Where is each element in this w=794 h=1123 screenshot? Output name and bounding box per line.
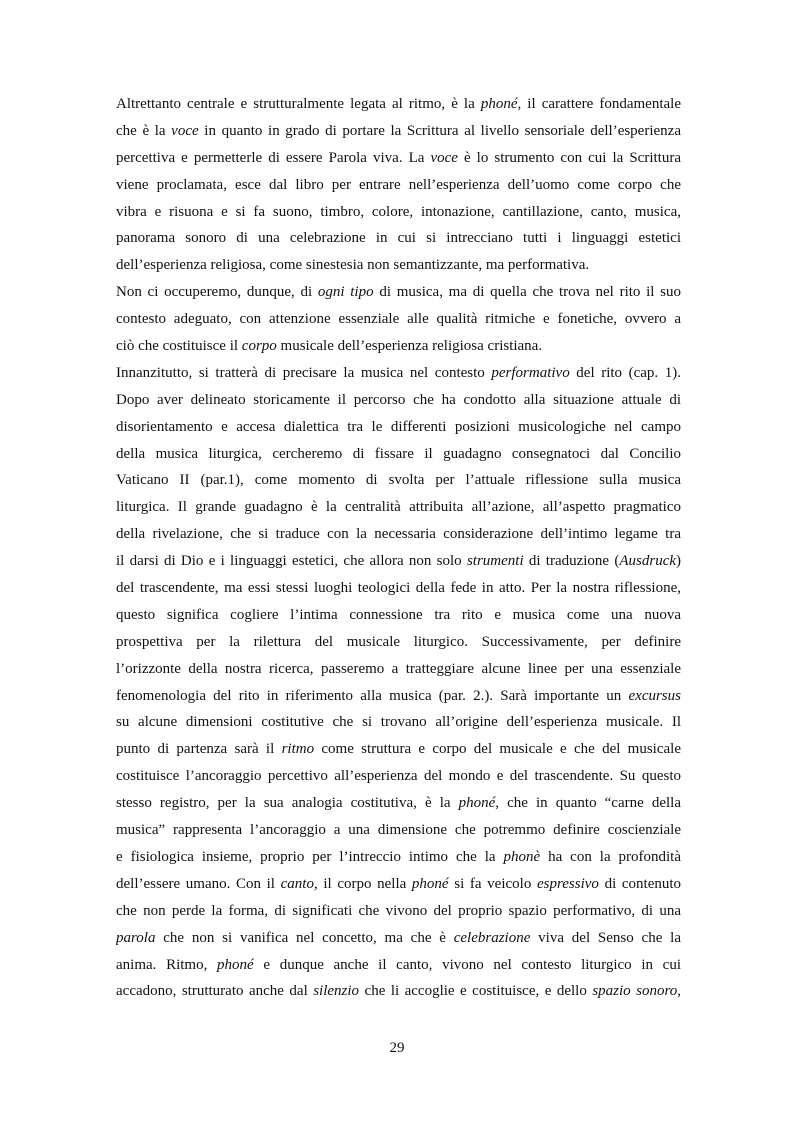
text-segment: stesso registro, per la sua analogia costitutiva, è la bbox=[116, 795, 459, 812]
text-line bbox=[116, 629, 681, 656]
italic-term: ritmo bbox=[281, 741, 315, 758]
text-segment: costituisce l’ancoraggio percettivo all’esperienza del mondo e del trascendente. Su questo bbox=[116, 768, 681, 785]
text-segment: Altrettanto centrale e strutturalmente legata al ritmo, è la bbox=[116, 96, 481, 112]
text-segment: l’orizzonte della nostra ricerca, passeremo a tratteggiare alcune linee per una essenziale bbox=[116, 660, 681, 677]
text-line bbox=[116, 683, 681, 710]
text-segment: questo significa cogliere l’intima connessione tra rito e musica come una nuova bbox=[116, 606, 681, 623]
text-line bbox=[116, 414, 681, 441]
text-line bbox=[116, 118, 681, 145]
text-segment: disorientamento e accesa dialettica tra le differenti posizioni musicologiche nel campo bbox=[116, 418, 681, 435]
italic-term: strumenti bbox=[466, 553, 524, 570]
italic-term: ogni tipo bbox=[317, 284, 374, 301]
text-segment: del rito (cap. 1). bbox=[569, 364, 681, 381]
text-line bbox=[116, 467, 681, 494]
text-segment: ha con la profondità bbox=[540, 848, 681, 865]
text-line bbox=[116, 871, 681, 898]
italic-term: phoné bbox=[480, 96, 518, 112]
text-segment: della musica liturgica, cercheremo di fissare il guadagno consegnatoci dal Concilio bbox=[116, 445, 681, 462]
italic-term: celebrazione bbox=[453, 929, 531, 946]
text-segment: Non ci occuperemo, dunque, di bbox=[116, 284, 318, 301]
text-line bbox=[116, 521, 681, 548]
text-segment: si fa veicolo bbox=[448, 875, 537, 892]
italic-term: excursus bbox=[628, 687, 681, 704]
text-segment: , bbox=[677, 983, 681, 1000]
text-line bbox=[116, 602, 681, 629]
text-line bbox=[116, 441, 681, 468]
text-segment: fenomenologia del rito in riferimento alla musica (par. 2.). Sarà importante un bbox=[116, 687, 629, 704]
text-segment: anima. Ritmo, bbox=[116, 956, 218, 973]
italic-term: phoné bbox=[411, 875, 449, 892]
text-segment: Dopo aver delineato storicamente il percorso che ha condotto alla situazione attuale di bbox=[116, 391, 681, 408]
text-segment: ciò che costituisce il bbox=[116, 338, 242, 355]
text-line bbox=[116, 172, 681, 199]
body-text bbox=[116, 91, 681, 1005]
italic-term: parola bbox=[116, 929, 156, 946]
text-segment: che li accoglie e costituisce, e dello bbox=[359, 983, 593, 1000]
text-segment: come struttura e corpo del musicale e che del musicale bbox=[314, 741, 681, 758]
italic-term: corpo bbox=[241, 338, 277, 355]
text-segment: percettiva e permetterle di essere Parola viva. La bbox=[116, 149, 431, 166]
text-line bbox=[116, 225, 681, 252]
text-segment: liturgica. Il grande guadagno è la centralità attribuita all’azione, all’aspetto pragmatico bbox=[116, 499, 681, 516]
text-line bbox=[116, 844, 681, 871]
text-segment: panorama sonoro di una celebrazione in cui si intrecciano tutti i linguaggi estetici bbox=[116, 230, 681, 247]
text-segment: dell’essere umano. Con il bbox=[116, 875, 281, 892]
text-line bbox=[116, 790, 681, 817]
text-segment: in quanto in grado di portare la Scrittura al livello sensoriale dell’esperienza bbox=[198, 122, 681, 139]
italic-term: canto bbox=[280, 875, 314, 892]
text-segment: vibra e risuona e si fa suono, timbro, colore, intonazione, cantillazione, canto, musica, bbox=[116, 203, 681, 220]
text-segment: della rivelazione, che si traduce con la necessaria considerazione dell’intimo legame tra bbox=[116, 526, 681, 543]
text-segment: viva del Senso che la bbox=[530, 929, 681, 946]
text-segment: , il carattere fondamentale bbox=[517, 96, 681, 112]
text-segment: ) bbox=[676, 553, 681, 570]
text-line bbox=[116, 145, 681, 172]
text-segment: viene proclamata, esce dal libro per entrare nell’esperienza dell’uomo come corpo che bbox=[116, 176, 681, 193]
text-segment: che è la bbox=[116, 122, 172, 139]
text-segment: musicale dell’esperienza religiosa cristiana. bbox=[276, 338, 543, 355]
italic-term: performativo bbox=[491, 364, 570, 381]
text-line bbox=[116, 575, 681, 602]
italic-term: spazio sonoro bbox=[592, 983, 678, 1000]
text-segment: su alcune dimensioni costitutive che si trovano all’origine dell’esperienza musicale. Il bbox=[116, 714, 681, 731]
text-line bbox=[116, 387, 681, 414]
text-segment: contesto adeguato, con attenzione essenziale alle qualità ritmiche e fonetiche, ovvero a bbox=[116, 311, 681, 328]
text-segment: che non perde la forma, di significati che vivono del proprio spazio performativo, di una bbox=[116, 902, 681, 919]
text-segment: , il corpo nella bbox=[313, 875, 412, 892]
page-number: 29 bbox=[389, 1040, 405, 1056]
text-segment: punto di partenza sarà il bbox=[116, 741, 282, 758]
text-segment: dell’esperienza religiosa, come sinestesia non semantizzante, ma performativa. bbox=[116, 257, 590, 274]
text-line bbox=[116, 709, 681, 736]
italic-term: phonè bbox=[503, 848, 541, 865]
text-line bbox=[116, 898, 681, 925]
text-segment: e dunque anche il canto, vivono nel contesto liturgico in cui bbox=[253, 956, 681, 973]
text-line bbox=[116, 978, 681, 1005]
text-segment: accadono, strutturato anche dal bbox=[116, 983, 314, 1000]
text-segment: di contenuto bbox=[598, 875, 681, 892]
text-line bbox=[116, 656, 681, 683]
text-segment: di musica, ma di quella che trova nel rito il suo bbox=[373, 284, 681, 301]
italic-term: voce bbox=[171, 122, 199, 139]
text-line bbox=[116, 279, 681, 306]
text-segment: musica” rappresenta l’ancoraggio a una dimensione che potremmo definire coscienziale bbox=[116, 822, 681, 839]
text-line bbox=[116, 736, 681, 763]
text-line bbox=[116, 494, 681, 521]
text-segment: che non si vanifica nel concetto, ma che è bbox=[155, 929, 454, 946]
text-segment: , che in quanto “carne della bbox=[495, 795, 681, 812]
text-line bbox=[116, 360, 681, 387]
text-line bbox=[116, 306, 681, 333]
text-line bbox=[116, 199, 681, 226]
text-segment: il darsi di Dio e i linguaggi estetici, che allora non solo bbox=[116, 553, 467, 570]
italic-term: silenzio bbox=[313, 983, 360, 1000]
text-line bbox=[116, 952, 681, 979]
italic-term: espressivo bbox=[536, 875, 599, 892]
italic-term: Ausdruck bbox=[619, 553, 677, 570]
text-line bbox=[116, 333, 681, 360]
italic-term: phoné bbox=[458, 795, 496, 812]
text-segment: e fisiologica insieme, proprio per l’intreccio intimo che la bbox=[116, 848, 504, 865]
text-line bbox=[116, 91, 681, 118]
text-segment: del trascendente, ma essi stessi luoghi teologici della fede in atto. Per la nostra riflessione, bbox=[116, 580, 681, 597]
text-segment: Innanzitutto, si tratterà di precisare la musica nel contesto bbox=[116, 364, 492, 381]
italic-term: voce bbox=[430, 149, 458, 166]
text-segment: prospettiva per la rilettura del musicale liturgico. Successivamente, per definire bbox=[116, 633, 681, 650]
text-segment: di traduzione ( bbox=[523, 553, 620, 570]
text-line bbox=[116, 763, 681, 790]
text-line bbox=[116, 252, 681, 279]
italic-term: phoné bbox=[217, 956, 254, 973]
text-line bbox=[116, 548, 681, 575]
text-segment: Vaticano II (par.1), come momento di svolta per l’attuale riflessione sulla musica bbox=[116, 472, 681, 489]
text-line bbox=[116, 925, 681, 952]
text-segment: è lo strumento con cui la Scrittura bbox=[457, 149, 681, 166]
text-line bbox=[116, 817, 681, 844]
